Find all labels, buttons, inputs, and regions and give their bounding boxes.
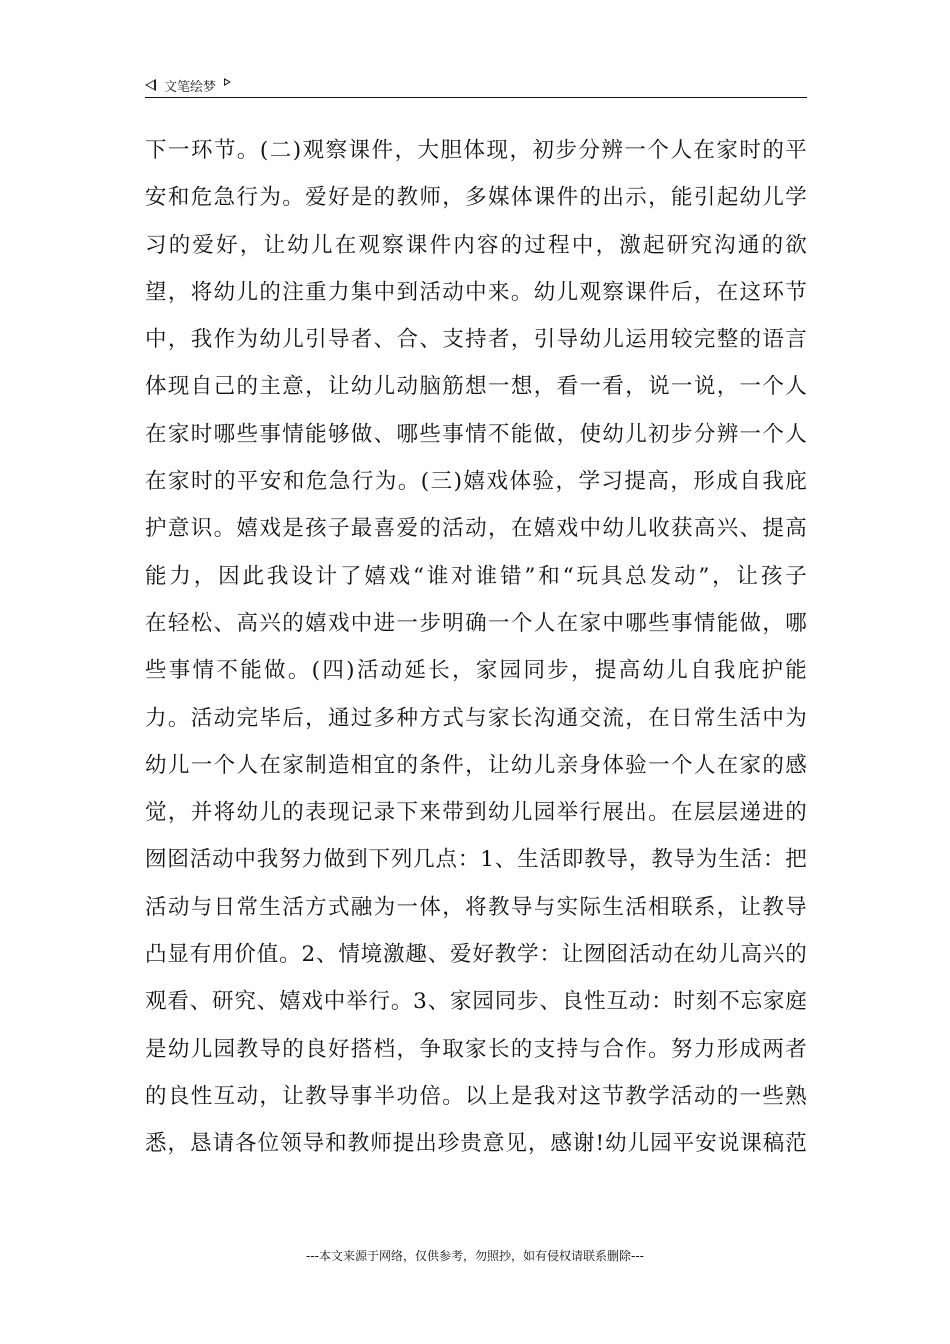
text-line: 望，将幼儿的注重力集中到活动中来。幼儿观察课件后，在这环节: [145, 279, 807, 305]
text-line: 护意识。嬉戏是孩子最喜爱的活动，在嬉戏中幼儿收获高兴、提高: [145, 516, 807, 542]
text-line: 安和危急行为。爱好是的教师，多媒体课件的出示，能引起幼儿学: [145, 185, 807, 211]
text-line: 的良性互动，让教导事半功倍。以上是我对这节教学活动的一些熟: [145, 1083, 807, 1109]
text-line: 幼儿一个人在家制造相宜的条件，让幼儿亲身体验一个人在家的感: [145, 752, 807, 778]
triangle-right-icon: [224, 78, 231, 86]
text-line: 凸显有用价值。2、情境激趣、爱好教学：让囫囵活动在幼儿高兴的: [145, 942, 807, 968]
text-line: 中，我作为幼儿引导者、合、支持者，引导幼儿运用较完整的语言: [145, 327, 807, 353]
text-line: 囫囵活动中我努力做到下列几点：1、生活即教导，教导为生活：把: [145, 847, 807, 873]
page-header: [145, 72, 807, 98]
text-line: 些事情不能做。(四)活动延长，家园同步，提高幼儿自我庇护能: [145, 658, 807, 684]
text-line: 能力，因此我设计了嬉戏“谁对谁错”和“玩具总发动”，让孩子: [145, 563, 807, 589]
text-line: 觉，并将幼儿的表现记录下来带到幼儿园举行展出。在层层递进的: [145, 800, 807, 826]
text-line: 下一环节。(二)观察课件，大胆体现，初步分辨一个人在家时的平: [145, 138, 807, 163]
body-text: [145, 127, 807, 1168]
header-title: 文笔绘梦: [164, 79, 217, 95]
text-line: 习的爱好，让幼儿在观察课件内容的过程中，激起研究沟通的欲: [145, 232, 807, 258]
text-line: 力。活动完毕后，通过多种方式与家长沟通交流，在日常生活中为: [145, 705, 807, 731]
triangle-left-icon: [145, 79, 156, 91]
header-divider: [145, 97, 807, 98]
text-line: 在家时的平安和危急行为。(三)嬉戏体验，学习提高，形成自我庇: [145, 469, 807, 495]
text-line: 活动与日常生活方式融为一体，将教导与实际生活相联系，让教导: [145, 894, 807, 920]
text-line: 体现自己的主意，让幼儿动脑筋想一想，看一看，说一说，一个人: [145, 374, 807, 400]
text-line: 观看、研究、嬉戏中举行。3、家园同步、良性互动：时刻不忘家庭: [145, 989, 807, 1015]
page-footer: ---本文来源于网络，仅供参考，勿照抄，如有侵权请联系删除---: [306, 1249, 644, 1263]
text-line: 在家时哪些事情能够做、哪些事情不能做，使幼儿初步分辨一个人: [145, 421, 807, 447]
text-line: 是幼儿园教导的良好搭档，争取家长的支持与合作。努力形成两者: [145, 1036, 807, 1062]
text-line: 悉，恳请各位领导和教师提出珍贵意见，感谢!幼儿园平安说课稿范: [145, 1131, 807, 1157]
text-line: 在轻松、高兴的嬉戏中进一步明确一个人在家中哪些事情能做，哪: [145, 610, 807, 636]
